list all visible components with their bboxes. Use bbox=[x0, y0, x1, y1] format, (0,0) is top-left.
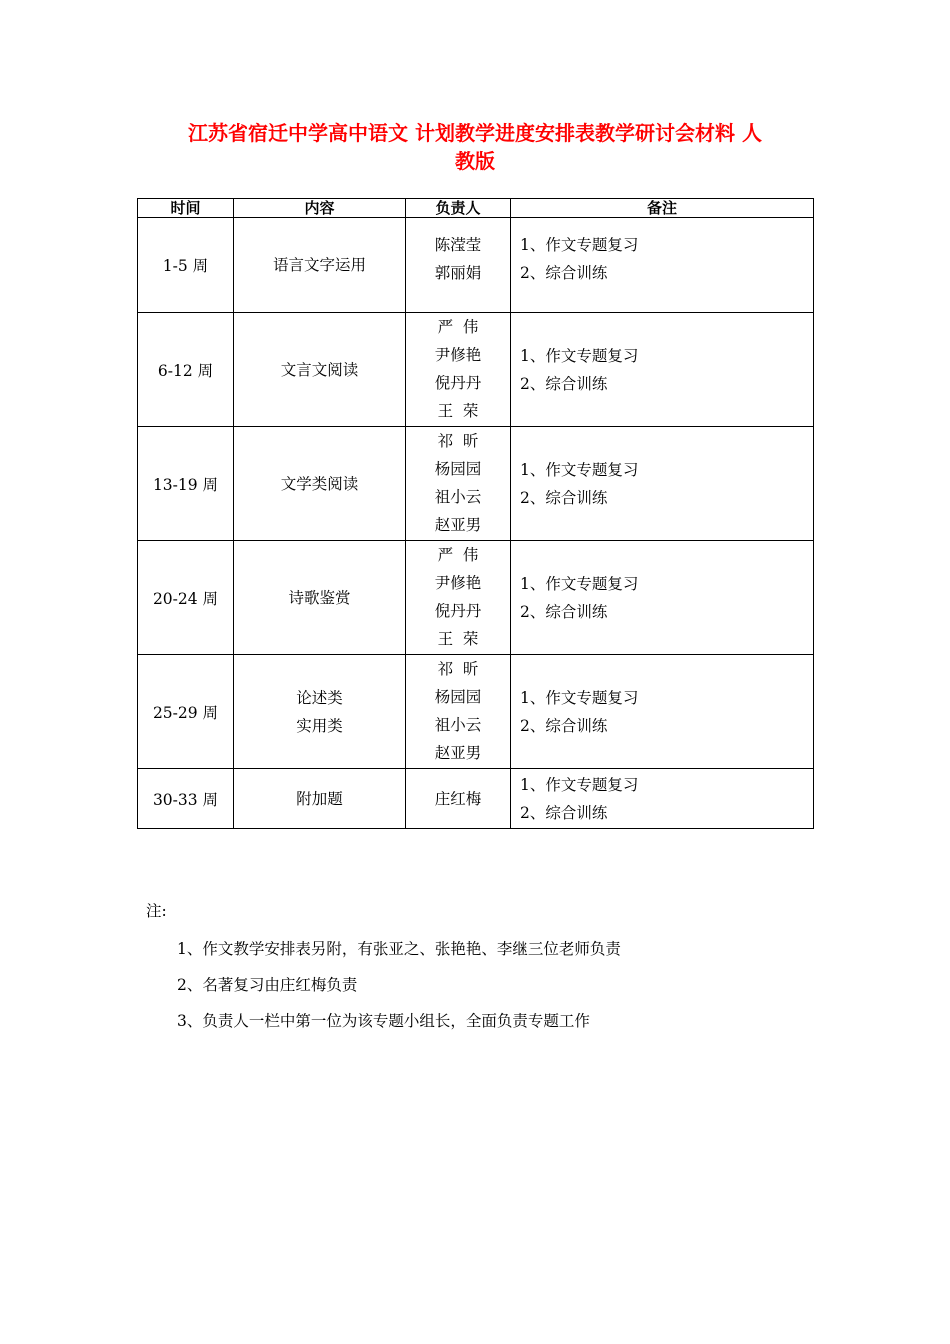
content-line: 实用类 bbox=[296, 716, 343, 735]
content-cell bbox=[234, 655, 406, 769]
header-time: 时间 bbox=[138, 199, 234, 218]
person-name: 祖小云 bbox=[434, 716, 482, 734]
people-cell bbox=[406, 769, 511, 829]
title-line-2: 教版 bbox=[455, 149, 495, 173]
time-cell: 13-19 周 bbox=[138, 427, 234, 541]
content-line: 文学类阅读 bbox=[280, 474, 359, 493]
table-row bbox=[138, 218, 814, 313]
remarks-cell bbox=[511, 313, 814, 427]
content-line: 诗歌鉴赏 bbox=[288, 588, 351, 607]
person-name: 庄红梅 bbox=[434, 789, 482, 808]
remark-line: 1、作文专题复习 bbox=[520, 236, 639, 254]
notes-section bbox=[146, 897, 621, 1039]
table-header-row bbox=[138, 199, 814, 218]
time-cell: 6-12 周 bbox=[138, 313, 234, 427]
content-line: 文言文阅读 bbox=[280, 360, 359, 379]
header-remarks: 备注 bbox=[511, 199, 814, 218]
content-cell bbox=[234, 769, 406, 829]
content-line: 附加题 bbox=[296, 789, 343, 808]
time-cell: 20-24 周 bbox=[138, 541, 234, 655]
table-row bbox=[138, 769, 814, 829]
table-row bbox=[138, 655, 814, 769]
person-name: 倪丹丹 bbox=[434, 602, 482, 620]
remark-line: 2、综合训练 bbox=[520, 803, 608, 822]
remarks-cell bbox=[511, 427, 814, 541]
content-cell bbox=[234, 218, 406, 313]
person-name: 倪丹丹 bbox=[434, 374, 482, 392]
remark-line: 1、作文专题复习 bbox=[520, 460, 639, 479]
remarks-cell bbox=[511, 655, 814, 769]
person-name: 陈滢莹 bbox=[434, 236, 482, 254]
remarks-cell bbox=[511, 218, 814, 313]
remark-line: 2、综合训练 bbox=[520, 374, 608, 393]
person-name: 严 伟 bbox=[437, 318, 479, 336]
content-cell bbox=[234, 541, 406, 655]
header-person-in-charge: 负责人 bbox=[406, 199, 511, 218]
note-item: 3、负责人一栏中第一位为该专题小组长，全面负责专题工作 bbox=[177, 1012, 590, 1030]
people-cell bbox=[406, 313, 511, 427]
remarks-cell bbox=[511, 541, 814, 655]
remark-line: 2、综合训练 bbox=[520, 602, 608, 621]
table-row bbox=[138, 313, 814, 427]
note-item: 2、名著复习由庄红梅负责 bbox=[177, 976, 358, 994]
person-name: 赵亚男 bbox=[434, 744, 482, 762]
table-row bbox=[138, 541, 814, 655]
person-name: 尹修艳 bbox=[434, 574, 482, 592]
person-name: 王 荣 bbox=[437, 402, 479, 420]
person-name: 严 伟 bbox=[437, 546, 479, 564]
people-cell bbox=[406, 427, 511, 541]
person-name: 王 荣 bbox=[437, 630, 479, 648]
time-cell: 1-5 周 bbox=[138, 218, 234, 313]
remark-line: 2、综合训练 bbox=[520, 488, 608, 507]
remark-line: 1、作文专题复习 bbox=[520, 346, 639, 365]
people-cell bbox=[406, 541, 511, 655]
person-name: 祖小云 bbox=[434, 488, 482, 506]
person-name: 祁 昕 bbox=[437, 660, 479, 678]
people-cell bbox=[406, 655, 511, 769]
content-cell bbox=[234, 427, 406, 541]
person-name: 赵亚男 bbox=[434, 516, 482, 534]
person-name: 尹修艳 bbox=[434, 346, 482, 364]
note-item: 1、作文教学安排表另附，有张亚之、张艳艳、李继三位老师负责 bbox=[177, 940, 621, 958]
table-row bbox=[138, 427, 814, 541]
content-line: 语言文字运用 bbox=[272, 256, 366, 274]
time-cell: 30-33 周 bbox=[138, 769, 234, 829]
person-name: 杨园园 bbox=[434, 688, 482, 706]
document-title bbox=[130, 119, 820, 175]
person-name: 祁 昕 bbox=[437, 432, 479, 450]
remark-line: 1、作文专题复习 bbox=[520, 775, 639, 794]
notes-heading: 注: bbox=[146, 902, 167, 920]
content-cell bbox=[234, 313, 406, 427]
remark-line: 1、作文专题复习 bbox=[520, 688, 639, 707]
people-cell bbox=[406, 218, 511, 313]
person-name: 杨园园 bbox=[434, 460, 482, 478]
remark-line: 2、综合训练 bbox=[520, 716, 608, 735]
schedule-table bbox=[137, 198, 814, 829]
remarks-cell bbox=[511, 769, 814, 829]
header-content: 内容 bbox=[234, 199, 406, 218]
title-line-1: 江苏省宿迁中学高中语文 计划教学进度安排表教学研讨会材料 人 bbox=[188, 121, 762, 145]
person-name: 郭丽娟 bbox=[434, 264, 482, 282]
content-line: 论述类 bbox=[296, 688, 343, 707]
remark-line: 2、综合训练 bbox=[520, 264, 608, 282]
time-cell: 25-29 周 bbox=[138, 655, 234, 769]
remark-line: 1、作文专题复习 bbox=[520, 574, 639, 593]
